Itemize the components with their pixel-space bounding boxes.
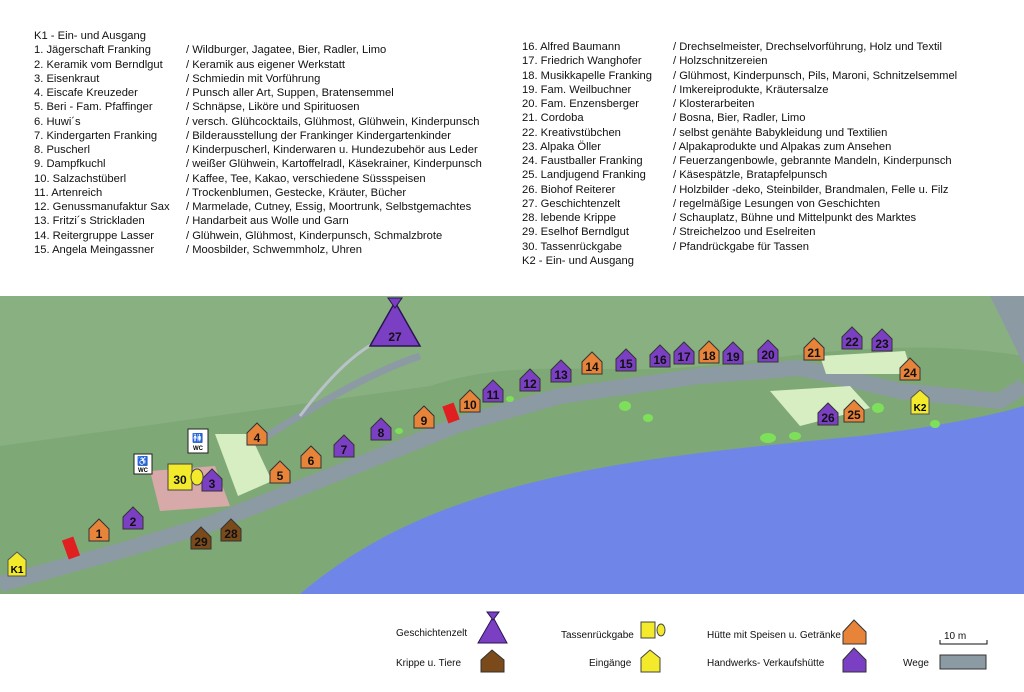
stand-name — [522, 111, 584, 125]
key-story-tent-icon — [478, 617, 507, 643]
hut-number: 4 — [253, 431, 261, 445]
stand-title: Musikkapelle Franking — [540, 69, 652, 82]
hut-number: 23 — [875, 337, 889, 351]
stand-name — [522, 240, 622, 254]
key-craft-hut-label: Handwerks- Verkaufshütte — [707, 658, 825, 669]
stand-description: / Klosterarbeiten — [673, 98, 755, 110]
stand-name — [34, 129, 157, 143]
stand-number: 24. — [522, 155, 538, 167]
hut-number: 9 — [420, 414, 428, 428]
svg-text:WC: WC — [138, 468, 148, 474]
stand-number: 29. — [522, 226, 538, 239]
stand-title: Biohof Reiterer — [540, 183, 616, 196]
stand-number: 20. — [522, 98, 538, 110]
stand-number: 3. — [34, 72, 44, 85]
stand-number: 9. — [34, 158, 44, 171]
stand-title: Fam. Weilbuchner — [540, 83, 632, 96]
stand-name — [34, 115, 81, 129]
stand-name — [522, 197, 620, 211]
stand-description: / Bilderausstellung der Frankinger Kindergartenkinder — [186, 129, 451, 142]
stand-number: 21. — [522, 112, 538, 125]
key-cup-return-label: Tassenrückgabe — [561, 630, 634, 641]
stand-description: / Marmelade, Cutney, Essig, Moortrunk, Selbstgemachtes — [186, 201, 472, 213]
stand-description: / Glühmost, Kinderpunsch, Pils, Maroni, Schnitzelsemmel — [673, 69, 958, 82]
key-entrance-icon — [641, 650, 660, 672]
stand-name — [522, 83, 631, 97]
stand-name — [522, 211, 616, 225]
stand-title: Eisenkraut — [46, 72, 100, 85]
stand-description: / Feuerzangenbowle, gebrannte Mandeln, Kinderpunsch — [673, 155, 952, 167]
hut-number: 15 — [619, 357, 633, 371]
hut-number: 18 — [702, 349, 716, 363]
stand-name — [522, 69, 652, 83]
stand-title: Landjugend Franking — [540, 169, 646, 182]
stand-title: Kreativstübchen — [540, 126, 621, 139]
hut-number: 3 — [208, 477, 216, 491]
stand-description: / weißer Glühwein, Kartoffelradl, Käsekrainer, Kinderpunsch — [186, 158, 482, 171]
stand-title: Jägerschaft Franking — [46, 44, 151, 57]
stand-description: / Drechselmeister, Drechselvorführung, Holz und Textil — [673, 41, 943, 53]
stand-name — [34, 214, 145, 228]
stand-description: / Trockenblumen, Gestecke, Kräuter, Bücher — [186, 186, 407, 199]
stand-number: 12. — [34, 201, 50, 213]
stand-name — [522, 154, 643, 168]
stand-title: Keramik vom Berndlgut — [46, 58, 163, 71]
stand-number: 26. — [522, 183, 538, 196]
stand-title: Dampfkuchl — [46, 158, 106, 171]
key-craft-hut-icon — [843, 648, 866, 672]
stand-name — [522, 168, 646, 182]
stand-title: lebende Krippe — [540, 212, 616, 224]
stand-title: Salzachstüberl — [52, 172, 127, 185]
hut-number: 1 — [95, 527, 103, 541]
stand-title: Friedrich Wanghofer — [540, 55, 642, 68]
stand-list: K1 - Ein- und Ausgang 1. Jägerschaft Franking / Wildburger, Jagatee, Bier, Radler, Limo 2. Keramik vom Berndlgut / Keramik aus eigener Werkstatt 3. Eisenkraut / Schmiedin mit Vorführung 4. Eiscafe Kreuzeder / Punsch aller Art, Suppen, Bratensemmel 5. Beri - Fam. Pfaffinger / Schnäpse, Liköre und Spirituosen 6. Huwi´s / versch. Glühcocktails, Glühmost, Glühwein, Kinderpunsch 7. Kindergarten Franking / Bilderausstellung der Frankinger Kindergartenkinder 8. Puscherl / Kinderpuscherl, Kinderwaren u. Hundezubehör aus Leder 9. Dampfkuchl / weißer Glühwein, Kartoffelradl, Käsekrainer, Kinderpunsch 10. Salzachstüberl / Kaffee, Tee, Kakao, verschiedene Süssspeisen 11. Artenreich / Trockenblumen, Gestecke, Kräuter, Bücher 12. Genussmanufaktur Sax / Marmelade, Cutney, Essig, Moortrunk, Selbstgemachtes 13. Fritzi´s Strickladen / Handarbeit aus Wolle und Garn 14. Reitergruppe Lasser / Glühwein, Glühmost, Kinderpunsch, Schmalzbrote 15. Angela Meingassner / Moosbilder, Schwemmholz, Uhren 16. Alfred Baumann / Drechselmeister, Drechselvorführung, Holz und Textil 17. Friedrich Wanghofer / Holzschnitzereien 18. Musikkapelle Franking / Glühmost, Kinderpunsch, Pils, Maroni, Schnitzelsemmel 19. Fam. Weilbuchner / Imkereiprodukte, Kräutersalze 20. Fam. Enzensberger / Klosterarbeiten 21. Cordoba / Bosna, Bier, Radler, Limo 22. Kreativstübchen / selbst genähte Babykleidung und Textilien 23. Alpaka Öller / Alpakaprodukte und Alpakas zum Ansehen 24. Faustballer Franking / Feuerzangenbowle, gebrannte Mandeln, Kinderpunsch 25. Landjugend Franking / Käsespätzle, Bratapfelpunsch 26. Biohof Reiterer / Holzbilder -deko, Steinbilder, Brandmalen, Felle u. Filz 27. Geschichtenzelt / regelmäßige Lesungen von Geschichten 28. lebende Krippe / Schauplatz, Bühne und Mittelpunkt des Marktes 29. Eselhof Berndlgut / Streichelzoo und Eselreiten 30. Tassenrückgabe / Pfandrückgabe für Tassen K2 - Ein- und Ausgang — [34, 30, 958, 267]
stand-number: 30. — [522, 240, 538, 253]
stand-name — [34, 143, 90, 157]
stand-title: Reitergruppe Lasser — [52, 229, 155, 242]
stand-description: / Moosbilder, Schwemmholz, Uhren — [186, 243, 362, 256]
wc-sign — [188, 429, 208, 453]
stand-number: 19. — [522, 83, 538, 96]
stand-number: 18. — [522, 69, 538, 82]
stand-description: / selbst genähte Babykleidung und Textilien — [673, 126, 888, 139]
key-food-hut-icon — [843, 620, 866, 644]
key-food-hut-label: Hütte mit Speisen u. Getränke — [707, 630, 841, 641]
stand-description: / Punsch aller Art, Suppen, Bratensemmel — [186, 87, 394, 99]
stand-description: / Bosna, Bier, Radler, Limo — [673, 112, 806, 125]
stand-name — [522, 40, 620, 54]
stand-number: 15. — [34, 243, 50, 256]
hut-number: 22 — [845, 335, 859, 349]
stand-name — [34, 43, 151, 57]
stand-title: Eiscafe Kreuzeder — [46, 87, 138, 99]
stand-title: Kindergarten Franking — [46, 129, 158, 142]
hut-number: 12 — [523, 377, 537, 391]
stand-title: Eselhof Berndlgut — [540, 226, 629, 239]
stand-description: / Wildburger, Jagatee, Bier, Radler, Limo — [186, 44, 387, 57]
stand-number: 10. — [34, 172, 50, 185]
stand-name — [34, 243, 154, 257]
stand-description: / Keramik aus eigener Werkstatt — [186, 58, 345, 71]
hut-number: 8 — [377, 426, 385, 440]
hut-number: 6 — [307, 454, 315, 468]
stand-description: / versch. Glühcocktails, Glühmost, Glühwein, Kinderpunsch — [186, 115, 480, 128]
stand-number: 7. — [34, 129, 44, 142]
stand-description: / Glühwein, Glühmost, Kinderpunsch, Schmalzbrote — [186, 229, 443, 242]
hut-number: 28 — [224, 527, 238, 541]
stand-title: Faustballer Franking — [540, 155, 643, 167]
hut-number: 10 — [463, 398, 477, 412]
stand-description: / Holzbilder -deko, Steinbilder, Brandmalen, Felle u. Filz — [673, 183, 949, 196]
stand-number: 8. — [34, 144, 44, 156]
stand-name — [522, 183, 615, 197]
hut-number: 21 — [807, 346, 821, 360]
stand-description: / Holzschnitzereien — [673, 55, 768, 68]
hut-number: 24 — [903, 366, 917, 380]
stand-number: 25. — [522, 169, 538, 182]
wheelchair-icon: ♿ — [137, 456, 149, 466]
stand-name — [522, 54, 642, 68]
stand-number: 11. — [34, 186, 49, 199]
hut-number: 25 — [847, 408, 861, 422]
cup-return-number: 30 — [173, 473, 187, 487]
stand-description: / Streichelzoo und Eselreiten — [673, 226, 816, 239]
key-path-swatch — [940, 655, 986, 669]
stand-title: Genussmanufaktur Sax — [52, 201, 170, 213]
key-crib-icon — [481, 650, 504, 672]
stand-number: 4. — [34, 87, 44, 99]
stand-description: / Alpakaprodukte und Alpakas zum Ansehen — [673, 140, 892, 153]
hut-number: 20 — [761, 348, 775, 362]
stand-name — [34, 157, 106, 171]
stand-description: / Kaffee, Tee, Kakao, verschiedene Süssspeisen — [186, 172, 426, 185]
stand-number: 27. — [522, 197, 538, 210]
stand-number: 17. — [522, 55, 538, 68]
stand-title: Beri - Fam. Pfaffinger — [46, 101, 153, 114]
stand-number: 14. — [34, 229, 50, 242]
map-key — [0, 600, 1024, 692]
restroom-icon: 🚻 — [192, 433, 204, 443]
svg-text:K2: K2 — [913, 403, 927, 414]
stand-name — [522, 225, 629, 239]
hut-number: 19 — [726, 350, 740, 364]
stand-number: 6. — [34, 115, 44, 128]
stand-name — [34, 186, 102, 200]
hut-number: 13 — [554, 368, 568, 382]
stand-title: Fam. Enzensberger — [540, 98, 639, 110]
stand-title: Angela Meingassner — [52, 243, 155, 256]
stand-name — [34, 58, 163, 72]
stand-name — [522, 126, 621, 140]
stand-description: / Schauplatz, Bühne und Mittelpunkt des Marktes — [673, 212, 917, 224]
stand-name — [34, 100, 153, 114]
stand-title: Alpaka Öller — [540, 140, 601, 153]
stand-name — [522, 97, 639, 111]
stand-description: / Kinderpuscherl, Kinderwaren u. Hundezubehör aus Leder — [186, 144, 478, 156]
map-key-symbols — [0, 600, 1024, 692]
stand-title: Tassenrückgabe — [540, 240, 622, 253]
stand-title: Artenreich — [51, 186, 103, 199]
hut-number: 29 — [194, 535, 208, 549]
stand-title: Puscherl — [46, 144, 90, 156]
stand-name — [34, 229, 154, 243]
stand-title: Huwi´s — [46, 115, 81, 128]
stand-description: / Handarbeit aus Wolle und Garn — [186, 215, 349, 228]
hut-number: 14 — [585, 360, 599, 374]
key-crib-label: Krippe u. Tiere — [396, 658, 462, 669]
hut-number: 17 — [677, 350, 691, 364]
stand-number: 1. — [34, 44, 44, 57]
key-story-tent-label: Geschichtenzelt — [396, 628, 468, 639]
hut-number: 5 — [276, 469, 284, 483]
svg-text:K1: K1 — [10, 565, 24, 576]
stand-number: 2. — [34, 58, 44, 71]
hut-number: 11 — [486, 388, 500, 402]
svg-text:WC: WC — [193, 446, 203, 452]
stand-title: Alfred Baumann — [540, 41, 621, 53]
stand-description: / Imkereiprodukte, Kräutersalze — [673, 83, 829, 96]
stand-number: 22. — [522, 126, 538, 139]
stand-name — [522, 140, 601, 154]
stand-title: Geschichtenzelt — [540, 197, 621, 210]
stand-number: 28. — [522, 212, 538, 224]
stand-number: 5. — [34, 101, 44, 114]
stand-name — [34, 86, 138, 100]
key-entrance-label: Eingänge — [589, 658, 632, 669]
stand-number: 23. — [522, 140, 538, 153]
stand-number: 13. — [34, 215, 50, 228]
stand-description: / Käsespätzle, Bratapfelpunsch — [673, 169, 828, 182]
stand-description: / regelmäßige Lesungen von Geschichten — [673, 197, 881, 210]
stand-description: / Schmiedin mit Vorführung — [186, 72, 321, 85]
market-map — [0, 296, 1024, 594]
hut-number: 7 — [340, 443, 348, 457]
stand-title: Fritzi´s Strickladen — [52, 215, 145, 228]
wc-accessible-sign — [134, 454, 152, 474]
stand-name — [34, 200, 170, 214]
hut-number: 2 — [129, 515, 137, 529]
key-scale-label: 10 m — [944, 631, 967, 642]
key-paths-label: Wege — [903, 658, 929, 669]
key-cup-return-icon — [641, 622, 655, 638]
stand-name — [34, 172, 126, 186]
stand-title: Cordoba — [540, 112, 584, 125]
hut-number: 16 — [653, 353, 667, 367]
stand-name — [34, 72, 99, 86]
stand-number: 16. — [522, 41, 538, 53]
hut-number: 26 — [821, 411, 835, 425]
stand-description: / Schnäpse, Liköre und Spirituosen — [186, 101, 360, 114]
stand-description: / Pfandrückgabe für Tassen — [673, 240, 809, 253]
story-tent-number: 27 — [388, 330, 402, 344]
